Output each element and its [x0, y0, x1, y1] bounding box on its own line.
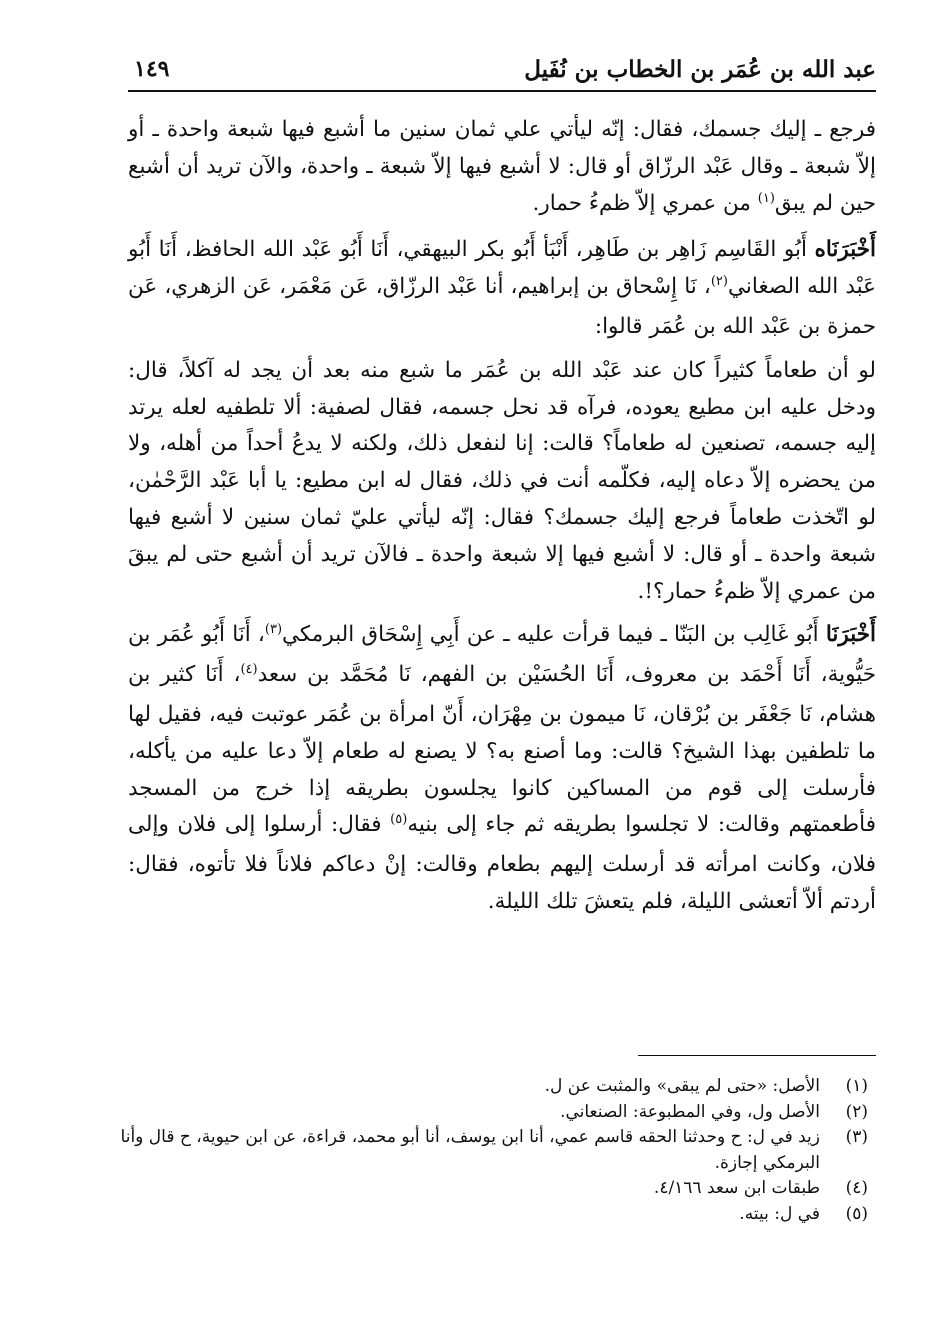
- footnote-text: في ل: بيته.: [739, 1203, 820, 1224]
- paragraph-text: من عمري إلاّ ظمءُ حمار.: [532, 190, 758, 216]
- paragraph-3: [128, 353, 876, 611]
- footnotes: [118, 1074, 868, 1227]
- footnote-2: [118, 1100, 868, 1126]
- footnote-number: (٣): [845, 1127, 868, 1147]
- footnote-number: (٤): [845, 1178, 868, 1198]
- footnote-5: [118, 1202, 868, 1228]
- footnote-text: طبقات ابن سعد ٤/١٦٦.: [653, 1178, 820, 1198]
- paragraph-text: ، أَنَا كثير بن هشام، نَا جَعْفَر بن بُرْقان، نَا ميمون بن مِهْرَان، أَنّ امرأة بن عُمَر عوتبت فيه، فقيل لها ما تلطفين بهذا الشيخ؟ قالت: وما أصنع به؟ لا يصنع له طعام إلاّ دعا عليه من يأكله، فأرسلت إلى قوم من المساكين كانوا يجلسون بطريقه إذا خرج من المسجد فأطعمتهم وقالت: لا تجلسوا بطريقه ثم جاء إلى بنيه: [128, 662, 876, 838]
- footnote-number: (٥): [845, 1203, 868, 1224]
- footnote-text: الأصل ول، وفي المطبوعة: الصنعاني.: [560, 1101, 820, 1122]
- footnote-ref: (١): [757, 190, 775, 206]
- footnote-ref: (٥): [390, 812, 408, 828]
- paragraph-text: ، أَنَا أَبُو عُمَر بن حَيُّوية، أَنَا أَحْمَد بن معروف، أَنَا الحُسَيْن بن الفهم، نَا مُحَمَّد بن سعد: [128, 622, 876, 688]
- footnote-number: (١): [845, 1076, 868, 1096]
- paragraph-text: أَبُو غَالِب بن البَنّا ـ فيما قرأت عليه ـ عن أَبِي إِسْحَاق البرمكي: [282, 622, 826, 648]
- footnote-3: [118, 1125, 868, 1176]
- paragraph-1: [128, 112, 876, 225]
- main-text: [128, 112, 876, 921]
- paragraph-text: فرجع ـ إليك جسمك، فقال: إنّه ليأتي علي ثمان سنين ما أشبع فيها شبعة واحدة ـ أو إلاّ شبعة ـ وقال عَبْد الرزّاق أو قال: لا أشبع فيها إلاّ شبعة ـ واحدة، والآن تريد أن أشبع حين لم يبق: [128, 117, 876, 216]
- page-number: ١٤٩: [134, 56, 170, 82]
- footnote-ref: (٢): [710, 274, 728, 290]
- footnote-ref: (٤): [240, 662, 258, 678]
- paragraph-text: ، نَا إِسْحاق بن إبراهيم، أنا عَبْد الرزّاق، عَن مَعْمَر، عَن الزهري، عَن حمزة بن عَبْد الله بن عُمَر قالوا:: [128, 274, 876, 339]
- footnote-separator: [638, 1055, 876, 1056]
- paragraph-4: [128, 617, 876, 920]
- paragraph-2: [128, 232, 876, 345]
- paragraph-text: فقال: أرسلوا إلى فلان وإلى فلان، وكانت امرأته قد أرسلت إليهم بطعام وقالت: إنْ دعاكم فلاناً فلا تأتوه، فقال: أردتم ألاّ أتعشى الليلة، فلم يتعشَ تلك الليلة.: [128, 812, 876, 914]
- page-header: [128, 50, 876, 92]
- paragraph-text: لو أن طعاماً كثيراً كان عند عَبْد الله بن عُمَر ما شبع منه بعد أن يجد له آكلاً، قال: ودخل عليه ابن مطيع يعوده، فرآه قد نحل جسمه، فقال لصفية: ألا تلطفيه لعله يرتد إليه جسمه، تصنعين له طعاماً؟ قالت: إنا لنفعل ذلك، ولكنه لا يدعُ أحداً من أهله، ولا من يحضره إلاّ دعاه إليه، فكلّمه أنت في ذلك، فقال له ابن مطيع: يا أبا عَبْد الرَّحْمٰن، لو اتّخذت طعاماً فرجع إليك جسمك؟ فقال: إنّه ليأتي عليّ ثمان سنين لا أشبع فيها شبعة واحدة ـ أو قال: لا أشبع فيها إلا شبعة واحدة ـ فالآن تريد أن أشبع حتى لم يبقَ من عمري إلاّ ظمءُ حمار؟!.: [128, 357, 876, 604]
- footnote-text: الأصل: «حتى لم يبقى» والمثبت عن ل.: [544, 1076, 820, 1096]
- footnote-number: (٢): [845, 1101, 868, 1122]
- footnote-4: [118, 1176, 868, 1202]
- isnad-lead-word: أَخْبَرَنَا: [825, 622, 876, 648]
- footnote-text: زيد في ل: ح وحدثنا الحقه قاسم عمي، أنا ابن يوسف، أنا أبو محمد، قراءة، عن ابن حيوية، ح قال وأنا البرمكي إجازة.: [120, 1127, 820, 1173]
- isnad-lead-word: أَخْبَرَنَاه: [814, 237, 876, 263]
- footnote-1: [118, 1074, 868, 1100]
- paragraph-text: أَبُو القَاسِم زَاهِر بن طَاهِر، أَنْبَأ أَبُو بكر البيهقي، أَنَا أَبُو عَبْد الله الحافظ، أَنَا أَبُو عَبْد الله الصغاني: [128, 237, 877, 300]
- running-title: عبد الله بن عُمَر بن الخطاب بن نُفَيل: [524, 56, 876, 83]
- footnote-ref: (٣): [264, 622, 283, 638]
